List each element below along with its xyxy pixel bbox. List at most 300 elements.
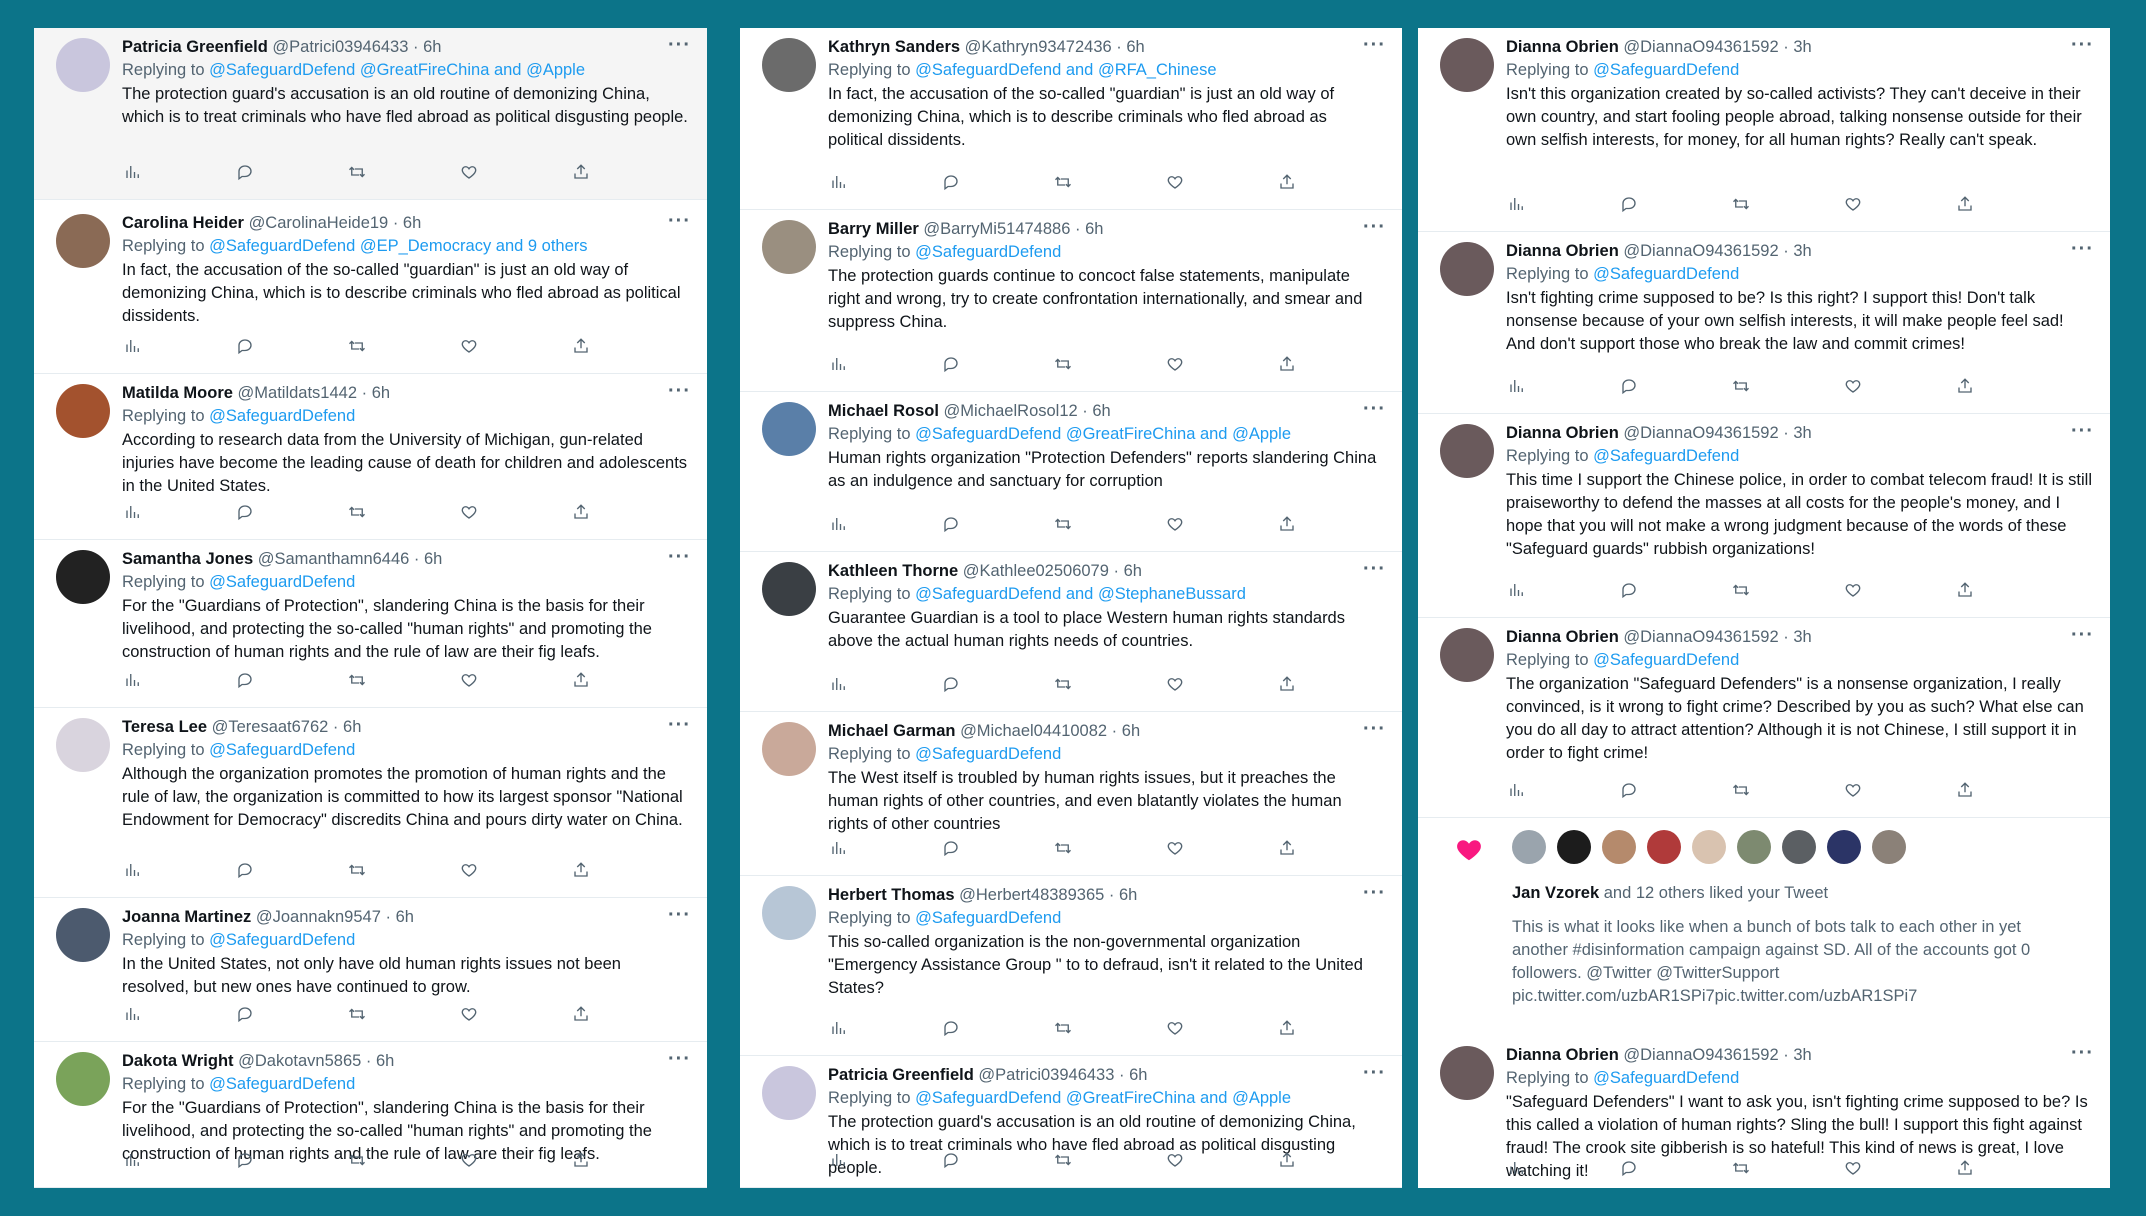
liker-avatar[interactable] [1782, 830, 1816, 864]
like-icon[interactable] [1842, 1157, 1864, 1179]
views-icon[interactable] [828, 837, 850, 859]
liked-notification[interactable] [1418, 822, 2110, 1032]
separator-dot: · [1778, 242, 1794, 260]
more-options-icon[interactable]: ··· [2071, 1042, 2094, 1064]
author-name[interactable]: Kathryn Sanders [828, 38, 961, 56]
replying-to-label: Replying to [122, 931, 210, 949]
tweet-content [828, 218, 1384, 334]
views-icon[interactable] [1506, 579, 1528, 601]
like-icon[interactable] [458, 1003, 480, 1025]
share-icon[interactable] [1276, 353, 1298, 375]
replying-to-accounts[interactable]: @SafeguardDefend [1593, 651, 1740, 669]
author-handle[interactable]: @DiannaO94361592 [1623, 242, 1779, 260]
author-name[interactable]: Teresa Lee [122, 718, 207, 736]
tweet-text: This so-called organization is the non-governmental organization "Emergency Assistance Group " to to defraud, isn't it related to the United States? [828, 933, 1363, 997]
avatar[interactable] [56, 214, 110, 268]
avatar[interactable] [762, 886, 816, 940]
reply-icon[interactable] [940, 353, 962, 375]
tweet-text: "Safeguard Defenders" I want to ask you, isn't fighting crime supposed to be? Is this called a violation of human rights? Sling the bull! I support this fight against fraud! The crook site gibberish is so hateful! This kind of news is great, I love watching it! [1506, 1093, 2088, 1180]
separator-dot: · [1778, 424, 1794, 442]
share-icon[interactable] [1954, 193, 1976, 215]
author-handle[interactable]: @BarryMi51474886 [923, 220, 1071, 238]
author-name[interactable]: Patricia Greenfield [122, 38, 268, 56]
reply-icon[interactable] [234, 335, 256, 357]
more-options-icon[interactable]: ··· [668, 546, 691, 568]
tweet-time[interactable]: 3h [1793, 628, 1812, 646]
replying-to-accounts[interactable]: @SafeguardDefend and @StephaneBussard [915, 585, 1246, 603]
more-options-icon[interactable]: ··· [1363, 558, 1386, 580]
retweet-icon[interactable] [346, 669, 368, 691]
author-name[interactable]: Michael Rosol [828, 402, 939, 420]
avatar[interactable] [56, 38, 110, 92]
retweet-icon[interactable] [1052, 353, 1074, 375]
reply-icon[interactable] [940, 1149, 962, 1171]
liker-avatar[interactable] [1512, 830, 1546, 864]
share-icon[interactable] [1276, 171, 1298, 193]
reply-icon[interactable] [940, 673, 962, 695]
author-handle[interactable]: @Kathlee02506079 [962, 562, 1109, 580]
tweet-time[interactable]: 6h [1123, 562, 1142, 580]
replying-to-accounts[interactable]: @SafeguardDefend [915, 243, 1062, 261]
separator-dot: · [1778, 1046, 1794, 1064]
separator-dot: · [1114, 1066, 1130, 1084]
views-icon[interactable] [122, 669, 144, 691]
tweet-text: In fact, the accusation of the so-called "guardian" is just an old way of demonizing China, which is to describe criminals who fled abroad as political dissidents. [828, 85, 1335, 149]
replying-to-label: Replying to [828, 745, 916, 763]
avatar[interactable] [762, 402, 816, 456]
tweet[interactable] [34, 708, 707, 898]
tweet-header [122, 1050, 689, 1072]
more-options-icon[interactable]: ··· [2071, 420, 2094, 442]
separator-dot: · [361, 1052, 376, 1070]
author-handle[interactable]: @Samanthamn6446 [257, 550, 410, 568]
avatar[interactable] [762, 1066, 816, 1120]
replying-to-accounts[interactable]: @SafeguardDefend @GreatFireChina and @Apple [915, 1089, 1292, 1107]
tweet[interactable] [740, 552, 1402, 712]
tweet-actions [122, 668, 592, 692]
replying-to-label: Replying to [122, 237, 210, 255]
share-icon[interactable] [1276, 1017, 1298, 1039]
avatar[interactable] [56, 718, 110, 772]
tweet[interactable] [740, 28, 1402, 210]
more-options-icon[interactable]: ··· [1363, 216, 1386, 238]
avatar[interactable] [1440, 424, 1494, 478]
views-icon[interactable] [1506, 375, 1528, 397]
retweet-icon[interactable] [346, 161, 368, 183]
reply-icon[interactable] [234, 161, 256, 183]
reply-icon[interactable] [234, 669, 256, 691]
liker-avatar[interactable] [1827, 830, 1861, 864]
tweet-text: Although the organization promotes the promotion of human rights and the rule of law, the organization is committed to how its largest sponsor "National Endowment for Democracy" discredits China and pours dirty water on China. [122, 765, 683, 829]
tweet-content [122, 906, 689, 999]
author-name[interactable]: Patricia Greenfield [828, 1066, 974, 1084]
tweet[interactable] [740, 210, 1402, 392]
views-icon[interactable] [122, 1149, 144, 1171]
replying-to-accounts[interactable]: @SafeguardDefend [1593, 447, 1740, 465]
author-name[interactable]: Dianna Obrien [1506, 628, 1619, 646]
share-icon[interactable] [1954, 375, 1976, 397]
author-name[interactable]: Dakota Wright [122, 1052, 234, 1070]
author-name[interactable]: Barry Miller [828, 220, 919, 238]
tweet-text: According to research data from the University of Michigan, gun-related injuries have become the leading cause of death for children and adolescents in the United States. [122, 431, 688, 495]
more-options-icon[interactable]: ··· [668, 904, 691, 926]
author-name[interactable]: Dianna Obrien [1506, 1046, 1619, 1064]
like-icon[interactable] [1164, 1149, 1186, 1171]
tweet-content [122, 548, 689, 664]
like-icon[interactable] [1842, 193, 1864, 215]
views-icon[interactable] [828, 1017, 850, 1039]
replying-to-accounts[interactable]: @SafeguardDefend [1593, 1069, 1740, 1087]
separator-dot: · [1070, 220, 1086, 238]
reply-icon[interactable] [234, 859, 256, 881]
tweet[interactable] [34, 540, 707, 708]
author-handle[interactable]: @Kathryn93472436 [964, 38, 1112, 56]
tweet-header [828, 36, 1384, 58]
reply-icon[interactable] [1618, 579, 1640, 601]
tweet[interactable] [34, 28, 707, 200]
more-options-icon[interactable]: ··· [2071, 624, 2094, 646]
author-handle[interactable]: @Herbert48389365 [959, 886, 1105, 904]
tweet-time[interactable]: 3h [1793, 242, 1812, 260]
like-icon[interactable] [1164, 513, 1186, 535]
tweet-content [122, 382, 689, 498]
liker-name[interactable]: Jan Vzorek [1512, 884, 1600, 902]
author-handle[interactable]: @CarolinaHeide19 [248, 214, 389, 232]
reply-icon[interactable] [940, 837, 962, 859]
like-icon[interactable] [458, 859, 480, 881]
retweet-icon[interactable] [1730, 579, 1752, 601]
tweet-actions [828, 672, 1298, 696]
share-icon[interactable] [570, 335, 592, 357]
views-icon[interactable] [1506, 779, 1528, 801]
tweet-time[interactable]: 6h [423, 38, 442, 56]
more-options-icon[interactable]: ··· [668, 34, 691, 56]
tweet-time[interactable]: 6h [371, 384, 391, 402]
tweet-header [1506, 626, 2092, 648]
replying-to-label: Replying to [1506, 61, 1594, 79]
replying-to-accounts[interactable]: @SafeguardDefend @GreatFireChina and @Apple [915, 425, 1292, 443]
author-handle[interactable]: @DiannaO94361592 [1623, 38, 1779, 56]
author-handle[interactable]: @DiannaO94361592 [1623, 424, 1779, 442]
views-icon[interactable] [828, 1149, 850, 1171]
tweet-actions [828, 352, 1298, 376]
tweet-actions [122, 1148, 592, 1172]
more-options-icon[interactable]: ··· [1363, 34, 1386, 56]
author-handle[interactable]: @Teresaat6762 [211, 718, 329, 736]
share-icon[interactable] [1276, 513, 1298, 535]
retweet-icon[interactable] [1052, 171, 1074, 193]
author-name[interactable]: Herbert Thomas [828, 886, 955, 904]
replying-to-accounts[interactable]: @SafeguardDefend [209, 931, 356, 949]
retweet-icon[interactable] [1052, 513, 1074, 535]
retweet-icon[interactable] [346, 335, 368, 357]
author-handle[interactable]: @Patrici03946433 [272, 38, 409, 56]
tweet-header [1506, 422, 2092, 444]
author-name[interactable]: Matilda Moore [122, 384, 233, 402]
author-handle[interactable]: @Joannakn9547 [255, 908, 381, 926]
more-options-icon[interactable]: ··· [668, 380, 691, 402]
tweet-text: Isn't fighting crime supposed to be? Is this right? I support this! Don't talk nonsense because of your own selfish interests, it will make people feel sad! And don't support those who break the law and commit crimes! [1506, 289, 2064, 353]
tweet-actions [122, 500, 592, 524]
replying-to [1506, 648, 2092, 672]
views-icon[interactable] [828, 673, 850, 695]
replying-to-accounts[interactable]: @SafeguardDefend @GreatFireChina and @Apple [209, 61, 586, 79]
tweet-header [122, 36, 689, 58]
tweet-time[interactable]: 6h [1092, 402, 1111, 420]
author-name[interactable]: Carolina Heider [122, 214, 244, 232]
replying-to-label: Replying to [1506, 651, 1594, 669]
views-icon[interactable] [828, 353, 850, 375]
tweet-time[interactable]: 3h [1793, 424, 1812, 442]
more-options-icon[interactable]: ··· [1363, 882, 1386, 904]
like-icon[interactable] [458, 501, 480, 523]
share-icon[interactable] [570, 161, 592, 183]
more-options-icon[interactable]: ··· [668, 210, 691, 232]
retweet-icon[interactable] [1052, 1149, 1074, 1171]
more-options-icon[interactable]: ··· [1363, 718, 1386, 740]
tweet-text: Guarantee Guardian is a tool to place Western human rights standards above the actual human rights needs of countries. [828, 609, 1345, 650]
share-icon[interactable] [570, 1003, 592, 1025]
tweet-header [122, 212, 689, 234]
tweet-time[interactable]: 6h [1121, 722, 1141, 740]
replying-to-accounts[interactable]: @SafeguardDefend [915, 745, 1062, 763]
reply-icon[interactable] [1618, 375, 1640, 397]
more-options-icon[interactable]: ··· [2071, 238, 2094, 260]
author-name[interactable]: Dianna Obrien [1506, 424, 1619, 442]
share-icon[interactable] [1954, 579, 1976, 601]
replying-to-accounts[interactable]: @SafeguardDefend [209, 741, 356, 759]
views-icon[interactable] [1506, 1157, 1528, 1179]
reply-icon[interactable] [1618, 1157, 1640, 1179]
tweet-time[interactable]: 6h [395, 908, 414, 926]
share-icon[interactable] [570, 859, 592, 881]
replying-to-label: Replying to [122, 61, 210, 79]
avatar[interactable] [56, 384, 110, 438]
tweet[interactable] [34, 898, 707, 1042]
tweet[interactable] [740, 1056, 1402, 1188]
separator-dot: · [1107, 722, 1122, 740]
replying-to-accounts[interactable]: @SafeguardDefend [1593, 61, 1740, 79]
views-icon[interactable] [122, 501, 144, 523]
author-name[interactable]: Michael Garman [828, 722, 956, 740]
avatar[interactable] [762, 38, 816, 92]
separator-dot: · [409, 550, 424, 568]
retweet-icon[interactable] [1052, 1017, 1074, 1039]
tweet-time[interactable]: 6h [343, 718, 362, 736]
tweet[interactable] [1418, 618, 2110, 818]
retweet-icon[interactable] [1052, 673, 1074, 695]
reply-icon[interactable] [940, 513, 962, 535]
avatar[interactable] [1440, 38, 1494, 92]
views-icon[interactable] [1506, 193, 1528, 215]
liker-avatar[interactable] [1872, 830, 1906, 864]
tweet[interactable] [740, 392, 1402, 552]
separator-dot: · [1077, 402, 1093, 420]
views-icon[interactable] [828, 171, 850, 193]
tweet[interactable] [1418, 232, 2110, 414]
tweet-actions [122, 334, 592, 358]
avatar[interactable] [762, 722, 816, 776]
tweet-actions [1506, 778, 1976, 802]
tweet-header [122, 548, 689, 570]
tweet-time[interactable]: 6h [1126, 38, 1145, 56]
liker-avatar[interactable] [1692, 830, 1726, 864]
retweet-icon[interactable] [346, 501, 368, 523]
avatar[interactable] [762, 220, 816, 274]
divider [1418, 817, 2110, 818]
replying-to-accounts[interactable]: @SafeguardDefend [915, 909, 1062, 927]
liker-avatar[interactable] [1557, 830, 1591, 864]
like-icon[interactable] [1164, 1017, 1186, 1039]
liked-heart-icon [1454, 834, 1484, 869]
tweet-time[interactable]: 6h [375, 1052, 395, 1070]
tweet[interactable] [740, 876, 1402, 1056]
replying-to-accounts[interactable]: @SafeguardDefend and @RFA_Chinese [915, 61, 1217, 79]
like-icon[interactable] [458, 161, 480, 183]
tweet-content [122, 716, 689, 832]
tweet[interactable] [1418, 28, 2110, 232]
like-icon[interactable] [1842, 375, 1864, 397]
replying-to-accounts[interactable]: @SafeguardDefend [209, 573, 356, 591]
author-handle[interactable]: @Dakotavn5865 [238, 1052, 362, 1070]
avatar[interactable] [1440, 628, 1494, 682]
share-icon[interactable] [1276, 837, 1298, 859]
author-handle[interactable]: @DiannaO94361592 [1623, 1046, 1779, 1064]
share-icon[interactable] [570, 501, 592, 523]
like-icon[interactable] [1164, 673, 1186, 695]
retweet-icon[interactable] [346, 1149, 368, 1171]
views-icon[interactable] [122, 335, 144, 357]
like-icon[interactable] [1164, 837, 1186, 859]
author-handle[interactable]: @DiannaO94361592 [1623, 628, 1779, 646]
views-icon[interactable] [122, 161, 144, 183]
author-handle[interactable]: @Michael04410082 [960, 722, 1108, 740]
tweet-time[interactable]: 3h [1793, 1046, 1812, 1064]
views-icon[interactable] [122, 1003, 144, 1025]
retweet-icon[interactable] [1730, 779, 1752, 801]
more-options-icon[interactable]: ··· [2071, 34, 2094, 56]
replying-to-accounts[interactable]: @SafeguardDefend [1593, 265, 1740, 283]
like-icon[interactable] [458, 335, 480, 357]
share-icon[interactable] [1276, 1149, 1298, 1171]
more-options-icon[interactable]: ··· [668, 1048, 691, 1070]
tweet[interactable] [34, 374, 707, 540]
tweet[interactable] [1418, 1036, 2110, 1188]
tweet-time[interactable]: 6h [1129, 1066, 1148, 1084]
replying-to-label: Replying to [828, 243, 916, 261]
retweet-icon[interactable] [346, 859, 368, 881]
more-options-icon[interactable]: ··· [668, 714, 691, 736]
tweet-time[interactable]: 6h [424, 550, 443, 568]
liker-avatar[interactable] [1602, 830, 1636, 864]
reply-icon[interactable] [940, 1017, 962, 1039]
replying-to-label: Replying to [1506, 447, 1594, 465]
reply-icon[interactable] [234, 501, 256, 523]
reply-icon[interactable] [1618, 779, 1640, 801]
avatar[interactable] [1440, 1046, 1494, 1100]
reply-icon[interactable] [234, 1149, 256, 1171]
like-icon[interactable] [1164, 353, 1186, 375]
author-name[interactable]: Samantha Jones [122, 550, 254, 568]
share-icon[interactable] [1954, 779, 1976, 801]
like-icon[interactable] [1164, 171, 1186, 193]
tweet-header [1506, 240, 2092, 262]
author-handle[interactable]: @Patrici03946433 [978, 1066, 1115, 1084]
author-name[interactable]: Dianna Obrien [1506, 242, 1619, 260]
author-name[interactable]: Joanna Martinez [122, 908, 252, 926]
tweet-time[interactable]: 6h [1118, 886, 1138, 904]
share-icon[interactable] [1276, 673, 1298, 695]
replying-to [122, 570, 689, 594]
avatar[interactable] [56, 908, 110, 962]
retweet-icon[interactable] [346, 1003, 368, 1025]
replying-to-accounts[interactable]: @SafeguardDefend [209, 407, 356, 425]
author-handle[interactable]: @MichaelRosol12 [943, 402, 1078, 420]
tweet[interactable] [34, 1042, 707, 1188]
like-icon[interactable] [458, 669, 480, 691]
replying-to-accounts[interactable]: @SafeguardDefend [209, 1075, 356, 1093]
author-handle[interactable]: @Matildats1442 [237, 384, 358, 402]
tweet[interactable] [34, 204, 707, 374]
replying-to [122, 928, 689, 952]
reply-icon[interactable] [940, 171, 962, 193]
avatar[interactable] [56, 550, 110, 604]
separator-dot: · [1778, 38, 1794, 56]
liker-avatar[interactable] [1737, 830, 1771, 864]
share-icon[interactable] [1954, 1157, 1976, 1179]
replying-to-label: Replying to [828, 1089, 916, 1107]
tweet-time[interactable]: 6h [402, 214, 422, 232]
share-icon[interactable] [570, 669, 592, 691]
views-icon[interactable] [122, 859, 144, 881]
more-options-icon[interactable]: ··· [1363, 398, 1386, 420]
avatar[interactable] [1440, 242, 1494, 296]
more-options-icon[interactable]: ··· [1363, 1062, 1386, 1084]
like-icon[interactable] [458, 1149, 480, 1171]
liker-avatar[interactable] [1647, 830, 1681, 864]
replying-to-label: Replying to [828, 61, 916, 79]
tweet[interactable] [1418, 414, 2110, 618]
share-icon[interactable] [570, 1149, 592, 1171]
avatar[interactable] [56, 1052, 110, 1106]
author-name[interactable]: Dianna Obrien [1506, 38, 1619, 56]
tweet-content [1506, 626, 2092, 765]
author-name[interactable]: Kathleen Thorne [828, 562, 959, 580]
views-icon[interactable] [828, 513, 850, 535]
retweet-icon[interactable] [1730, 193, 1752, 215]
liked-tweet-text: This is what it looks like when a bunch of bots talk to each other in yet another #disinformation campaign against SD. All of the accounts got 0 followers. @Twitter @TwitterSupport pic.twitter.com/uzbAR1SPi7pic.twitter.com/uzbAR1SPi7 [1512, 918, 2031, 1005]
retweet-icon[interactable] [1052, 837, 1074, 859]
tweet-text: The protection guard's accusation is an old routine of demonizing China, which is to treat criminals who have fled abroad as political disgusting people. [828, 1113, 1356, 1177]
replying-to-accounts[interactable]: @SafeguardDefend @EP_Democracy and 9 others [209, 237, 588, 255]
replying-to [122, 738, 689, 762]
avatar[interactable] [762, 562, 816, 616]
retweet-icon[interactable] [1730, 375, 1752, 397]
tweet-time[interactable]: 6h [1085, 220, 1104, 238]
tweet-content [1506, 422, 2092, 561]
like-icon[interactable] [1842, 779, 1864, 801]
reply-icon[interactable] [1618, 193, 1640, 215]
retweet-icon[interactable] [1730, 1157, 1752, 1179]
replying-to [828, 582, 1384, 606]
tweet-actions [122, 160, 592, 184]
tweet-header [828, 720, 1384, 742]
reply-icon[interactable] [234, 1003, 256, 1025]
like-icon[interactable] [1842, 579, 1864, 601]
tweet-time[interactable]: 3h [1793, 38, 1812, 56]
replying-to [828, 742, 1384, 766]
tweet[interactable] [740, 712, 1402, 876]
